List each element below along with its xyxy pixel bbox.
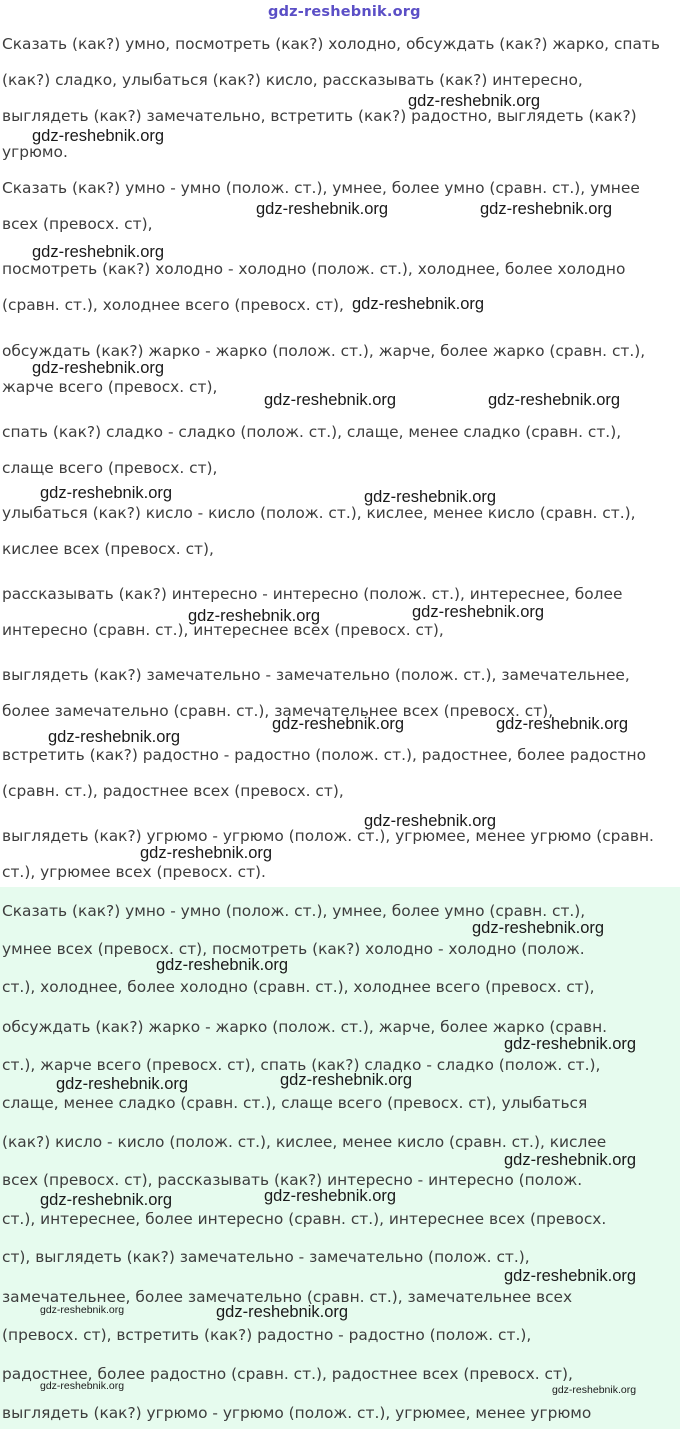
text-line: (превосх. ст), встретить (как?) радостно - радостно (полож. ст.), — [2, 1326, 532, 1344]
watermark: gdz-reshebnik.org — [504, 1035, 637, 1053]
text-line: ст.), жарче всего (превосх. ст), спать (как?) сладко - сладко (полож. ст.), — [2, 1056, 601, 1074]
text-line: всех (превосх. ст), — [2, 215, 153, 233]
watermark: gdz-reshebnik.org — [40, 1380, 125, 1392]
watermark: gdz-reshebnik.org — [472, 919, 605, 937]
watermark: gdz-reshebnik.org — [140, 844, 273, 862]
text-line: ст.), холоднее, более холодно (сравн. ст.), холоднее всего (превосх. ст), — [2, 978, 595, 996]
text-line: спать (как?) сладко - сладко (полож. ст.), слаще, менее сладко (сравн. ст.), — [2, 423, 622, 441]
text-line: замечательнее, более замечательно (сравн. ст.), замечательнее всех — [2, 1288, 573, 1306]
text-line: обсуждать (как?) жарко - жарко (полож. ст.), жарче, более жарко (сравн. — [2, 1018, 608, 1036]
watermark: gdz-reshebnik.org — [552, 1384, 637, 1396]
text-line: рассказывать (как?) интересно - интересно (полож. ст.), интереснее, более — [2, 585, 623, 603]
watermark: gdz-reshebnik.org — [504, 1151, 637, 1169]
text-line: Сказать (как?) умно - умно (полож. ст.), умнее, более умно (сравн. ст.), умнее — [2, 179, 640, 197]
watermark: gdz-reshebnik.org — [188, 607, 321, 625]
watermark: gdz-reshebnik.org — [216, 1303, 349, 1321]
watermark: gdz-reshebnik.org — [32, 127, 165, 145]
header-watermark[interactable]: gdz-reshebnik.org — [268, 4, 421, 20]
text-line: ст.), угрюмее всех (превосх. ст). — [2, 863, 266, 881]
watermark: gdz-reshebnik.org — [488, 391, 621, 409]
text-line: слаще, менее сладко (сравн. ст.), слаще всего (превосх. ст), улыбаться — [2, 1094, 588, 1112]
text-line: слаще всего (превосх. ст), — [2, 459, 218, 477]
watermark: gdz-reshebnik.org — [352, 295, 485, 313]
watermark: gdz-reshebnik.org — [408, 92, 541, 110]
text-line: Сказать (как?) умно, посмотреть (как?) холодно, обсуждать (как?) жарко, спать — [2, 35, 660, 53]
text-line: посмотреть (как?) холодно - холодно (полож. ст.), холоднее, более холодно — [2, 260, 626, 278]
watermark: gdz-reshebnik.org — [40, 1191, 173, 1209]
watermark: gdz-reshebnik.org — [504, 1267, 637, 1285]
watermark: gdz-reshebnik.org — [40, 1304, 125, 1316]
watermark: gdz-reshebnik.org — [32, 359, 165, 377]
text-line: выглядеть (как?) замечательно, встретить (как?) радостно, выглядеть (как?) — [2, 107, 637, 125]
watermark: gdz-reshebnik.org — [480, 200, 613, 218]
watermark: gdz-reshebnik.org — [280, 1071, 413, 1089]
watermark: gdz-reshebnik.org — [496, 715, 629, 733]
watermark: gdz-reshebnik.org — [48, 728, 181, 746]
text-line: Сказать (как?) умно - умно (полож. ст.), умнее, более умно (сравн. ст.), — [2, 902, 586, 920]
watermark: gdz-reshebnik.org — [56, 1075, 189, 1093]
watermark: gdz-reshebnik.org — [256, 200, 389, 218]
watermark: gdz-reshebnik.org — [156, 956, 289, 974]
watermark: gdz-reshebnik.org — [412, 603, 545, 621]
text-line: выглядеть (как?) угрюмо - угрюмо (полож. ст.), угрюмее, менее угрюмо — [2, 1404, 592, 1422]
text-line: (сравн. ст.), радостнее всех (превосх. ст), — [2, 782, 344, 800]
text-line: (как?) сладко, улыбаться (как?) кисло, рассказывать (как?) интересно, — [2, 71, 583, 89]
text-line: всех (превосх. ст), рассказывать (как?) интересно - интересно (полож. — [2, 1171, 583, 1189]
watermark: gdz-reshebnik.org — [272, 715, 405, 733]
text-line: жарче всего (превосх. ст), — [2, 378, 218, 396]
watermark: gdz-reshebnik.org — [264, 1187, 397, 1205]
text-line: умнее всех (превосх. ст), посмотреть (как?) холодно - холодно (полож. — [2, 940, 585, 958]
text-line: угрюмо. — [2, 143, 68, 161]
watermark: gdz-reshebnik.org — [364, 488, 497, 506]
text-line: выглядеть (как?) угрюмо - угрюмо (полож. ст.), угрюмее, менее угрюмо (сравн. — [2, 827, 654, 845]
watermark: gdz-reshebnik.org — [364, 812, 497, 830]
text-line: радостнее, более радостно (сравн. ст.), радостнее всех (превосх. ст), — [2, 1365, 573, 1383]
text-line: улыбаться (как?) кисло - кисло (полож. ст.), кислее, менее кисло (сравн. ст.), — [2, 504, 636, 522]
text-line: обсуждать (как?) жарко - жарко (полож. ст.), жарче, более жарко (сравн. ст.), — [2, 342, 646, 360]
text-line: выглядеть (как?) замечательно - замечательно (полож. ст.), замечательнее, — [2, 666, 630, 684]
text-line: ст.), интереснее, более интересно (сравн. ст.), интереснее всех (превосх. — [2, 1210, 607, 1228]
text-line: более замечательно (сравн. ст.), замечательнее всех (превосх. ст), — [2, 702, 554, 720]
text-line: кислее всех (превосх. ст), — [2, 540, 214, 558]
text-line: (сравн. ст.), холоднее всего (превосх. ст), — [2, 296, 344, 314]
text-line: встретить (как?) радостно - радостно (полож. ст.), радостнее, более радостно — [2, 746, 646, 764]
watermark: gdz-reshebnik.org — [32, 243, 165, 261]
text-line: ст), выглядеть (как?) замечательно - замечательно (полож. ст.), — [2, 1248, 530, 1266]
watermark: gdz-reshebnik.org — [40, 484, 173, 502]
watermark: gdz-reshebnik.org — [264, 391, 397, 409]
text-line: интересно (сравн. ст.), интереснее всех (превосх. ст), — [2, 621, 444, 639]
text-line: (как?) кисло - кисло (полож. ст.), кислее, менее кисло (сравн. ст.), кислее — [2, 1133, 607, 1151]
